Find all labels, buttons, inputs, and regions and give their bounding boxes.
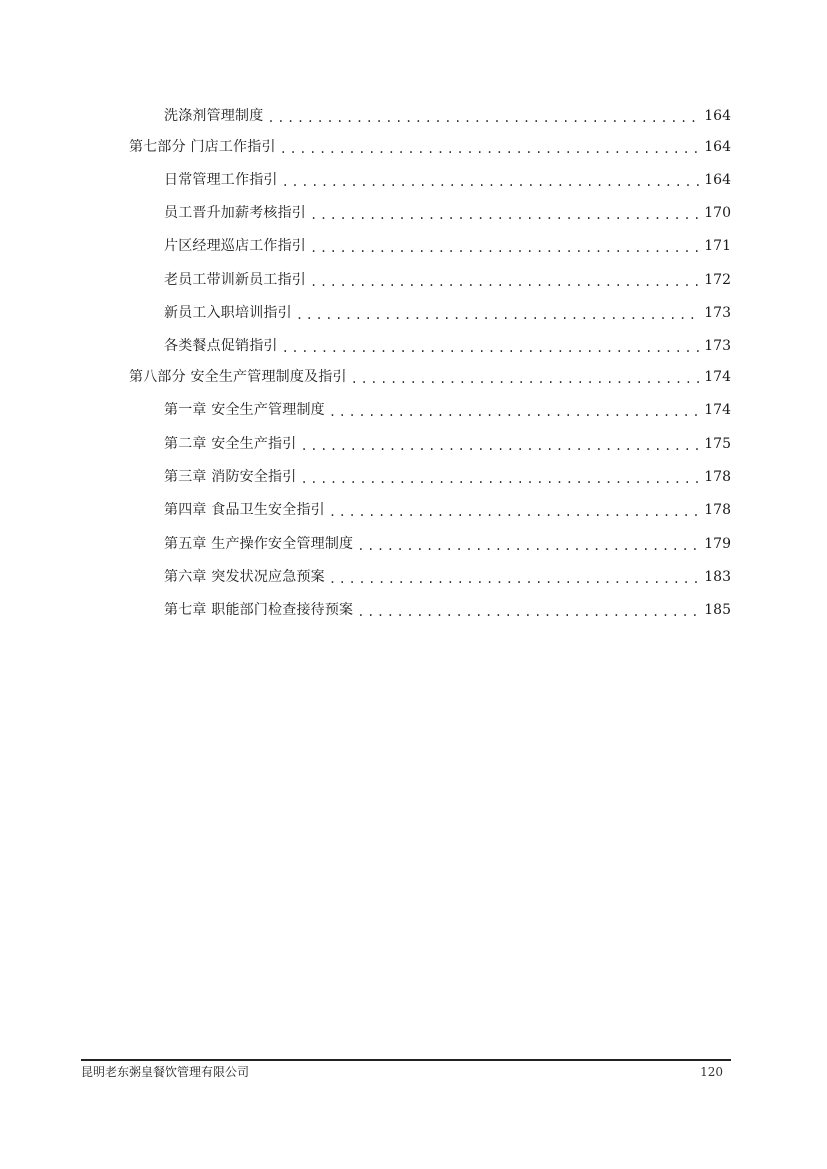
toc-entry-veteran-training[interactable] [164, 267, 731, 293]
toc-entry-page: 174 [704, 402, 731, 418]
toc-entry-title: 各类餐点促销指引 [164, 338, 278, 354]
toc-dot-leader [296, 302, 700, 326]
toc-entry-part-8[interactable] [129, 364, 731, 390]
toc-entry-title: 员工晋升加薪考核指引 [164, 205, 306, 221]
toc-entry-title: 第五章 生产操作安全管理制度 [164, 536, 354, 552]
toc-entry-title: 洗涤剂管理制度 [164, 108, 264, 124]
toc-entry-page: 173 [704, 305, 731, 321]
toc-dot-leader [310, 235, 700, 259]
toc-entry-daily-management[interactable] [164, 167, 731, 193]
toc-dot-leader [357, 533, 700, 557]
toc-entry-title: 新员工入职培训指引 [164, 305, 292, 321]
toc-entry-title: 老员工带训新员工指引 [164, 272, 306, 288]
toc-dot-leader [329, 566, 700, 590]
toc-entry-title: 第二章 安全生产指引 [164, 436, 297, 452]
toc-entry-title: 第八部分 安全生产管理制度及指引 [129, 369, 347, 385]
toc-entry-title: 第七部分 门店工作指引 [129, 139, 276, 155]
toc-entry-page: 183 [704, 569, 731, 585]
toc-entry-title: 片区经理巡店工作指引 [164, 238, 306, 254]
toc-entry-page: 172 [704, 272, 731, 288]
toc-dot-leader [329, 399, 700, 423]
toc-entry-page: 174 [704, 369, 731, 385]
toc-entry-page: 164 [704, 172, 731, 188]
toc-dot-leader [329, 499, 700, 523]
toc-entry-chapter-4[interactable] [164, 497, 731, 523]
toc-entry-page: 179 [704, 536, 731, 552]
footer-company-name: 昆明老东粥皇餐饮管理有限公司 [81, 1065, 250, 1079]
toc-dot-leader [282, 335, 701, 359]
toc-entry-title: 第四章 食品卫生安全指引 [164, 502, 325, 518]
toc-dot-leader [351, 366, 701, 390]
toc-entry-promotion-assessment[interactable] [164, 200, 731, 226]
toc-entry-part-7[interactable] [129, 134, 731, 160]
toc-entry-onboarding-training[interactable] [164, 300, 731, 326]
toc-entry-detergent-management[interactable] [164, 103, 731, 129]
toc-dot-leader [267, 105, 700, 129]
toc-entry-area-manager-inspection[interactable] [164, 233, 731, 259]
toc-entry-title: 第三章 消防安全指引 [164, 469, 297, 485]
toc-entry-title: 第六章 突发状况应急预案 [164, 569, 325, 585]
footer-page-number: 120 [700, 1065, 723, 1079]
toc-entry-page: 178 [704, 469, 731, 485]
toc-entry-page: 171 [704, 238, 731, 254]
toc-dot-leader [300, 433, 700, 457]
toc-entry-page: 164 [704, 139, 731, 155]
toc-entry-chapter-3[interactable] [164, 464, 731, 490]
toc-dot-leader [310, 202, 700, 226]
toc-entry-title: 第七章 职能部门检查接待预案 [164, 602, 354, 618]
toc-entry-chapter-2[interactable] [164, 431, 731, 457]
toc-entry-chapter-7[interactable] [164, 597, 731, 623]
toc-entry-chapter-1[interactable] [164, 397, 731, 423]
footer-divider [81, 1059, 731, 1061]
toc-entry-title: 日常管理工作指引 [164, 172, 278, 188]
toc-dot-leader [280, 136, 701, 160]
toc-entry-meal-promotion[interactable] [164, 333, 731, 359]
toc-entry-page: 173 [704, 338, 731, 354]
toc-entry-page: 178 [704, 502, 731, 518]
toc-entry-page: 175 [704, 436, 731, 452]
toc-dot-leader [282, 169, 701, 193]
toc-entry-chapter-6[interactable] [164, 564, 731, 590]
toc-dot-leader [357, 599, 700, 623]
toc-entry-page: 164 [704, 108, 731, 124]
toc-entry-page: 170 [704, 205, 731, 221]
toc-dot-leader [300, 466, 700, 490]
toc-entry-chapter-5[interactable] [164, 531, 731, 557]
toc-entry-title: 第一章 安全生产管理制度 [164, 402, 325, 418]
toc-dot-leader [310, 269, 700, 293]
toc-entry-page: 185 [704, 602, 731, 618]
